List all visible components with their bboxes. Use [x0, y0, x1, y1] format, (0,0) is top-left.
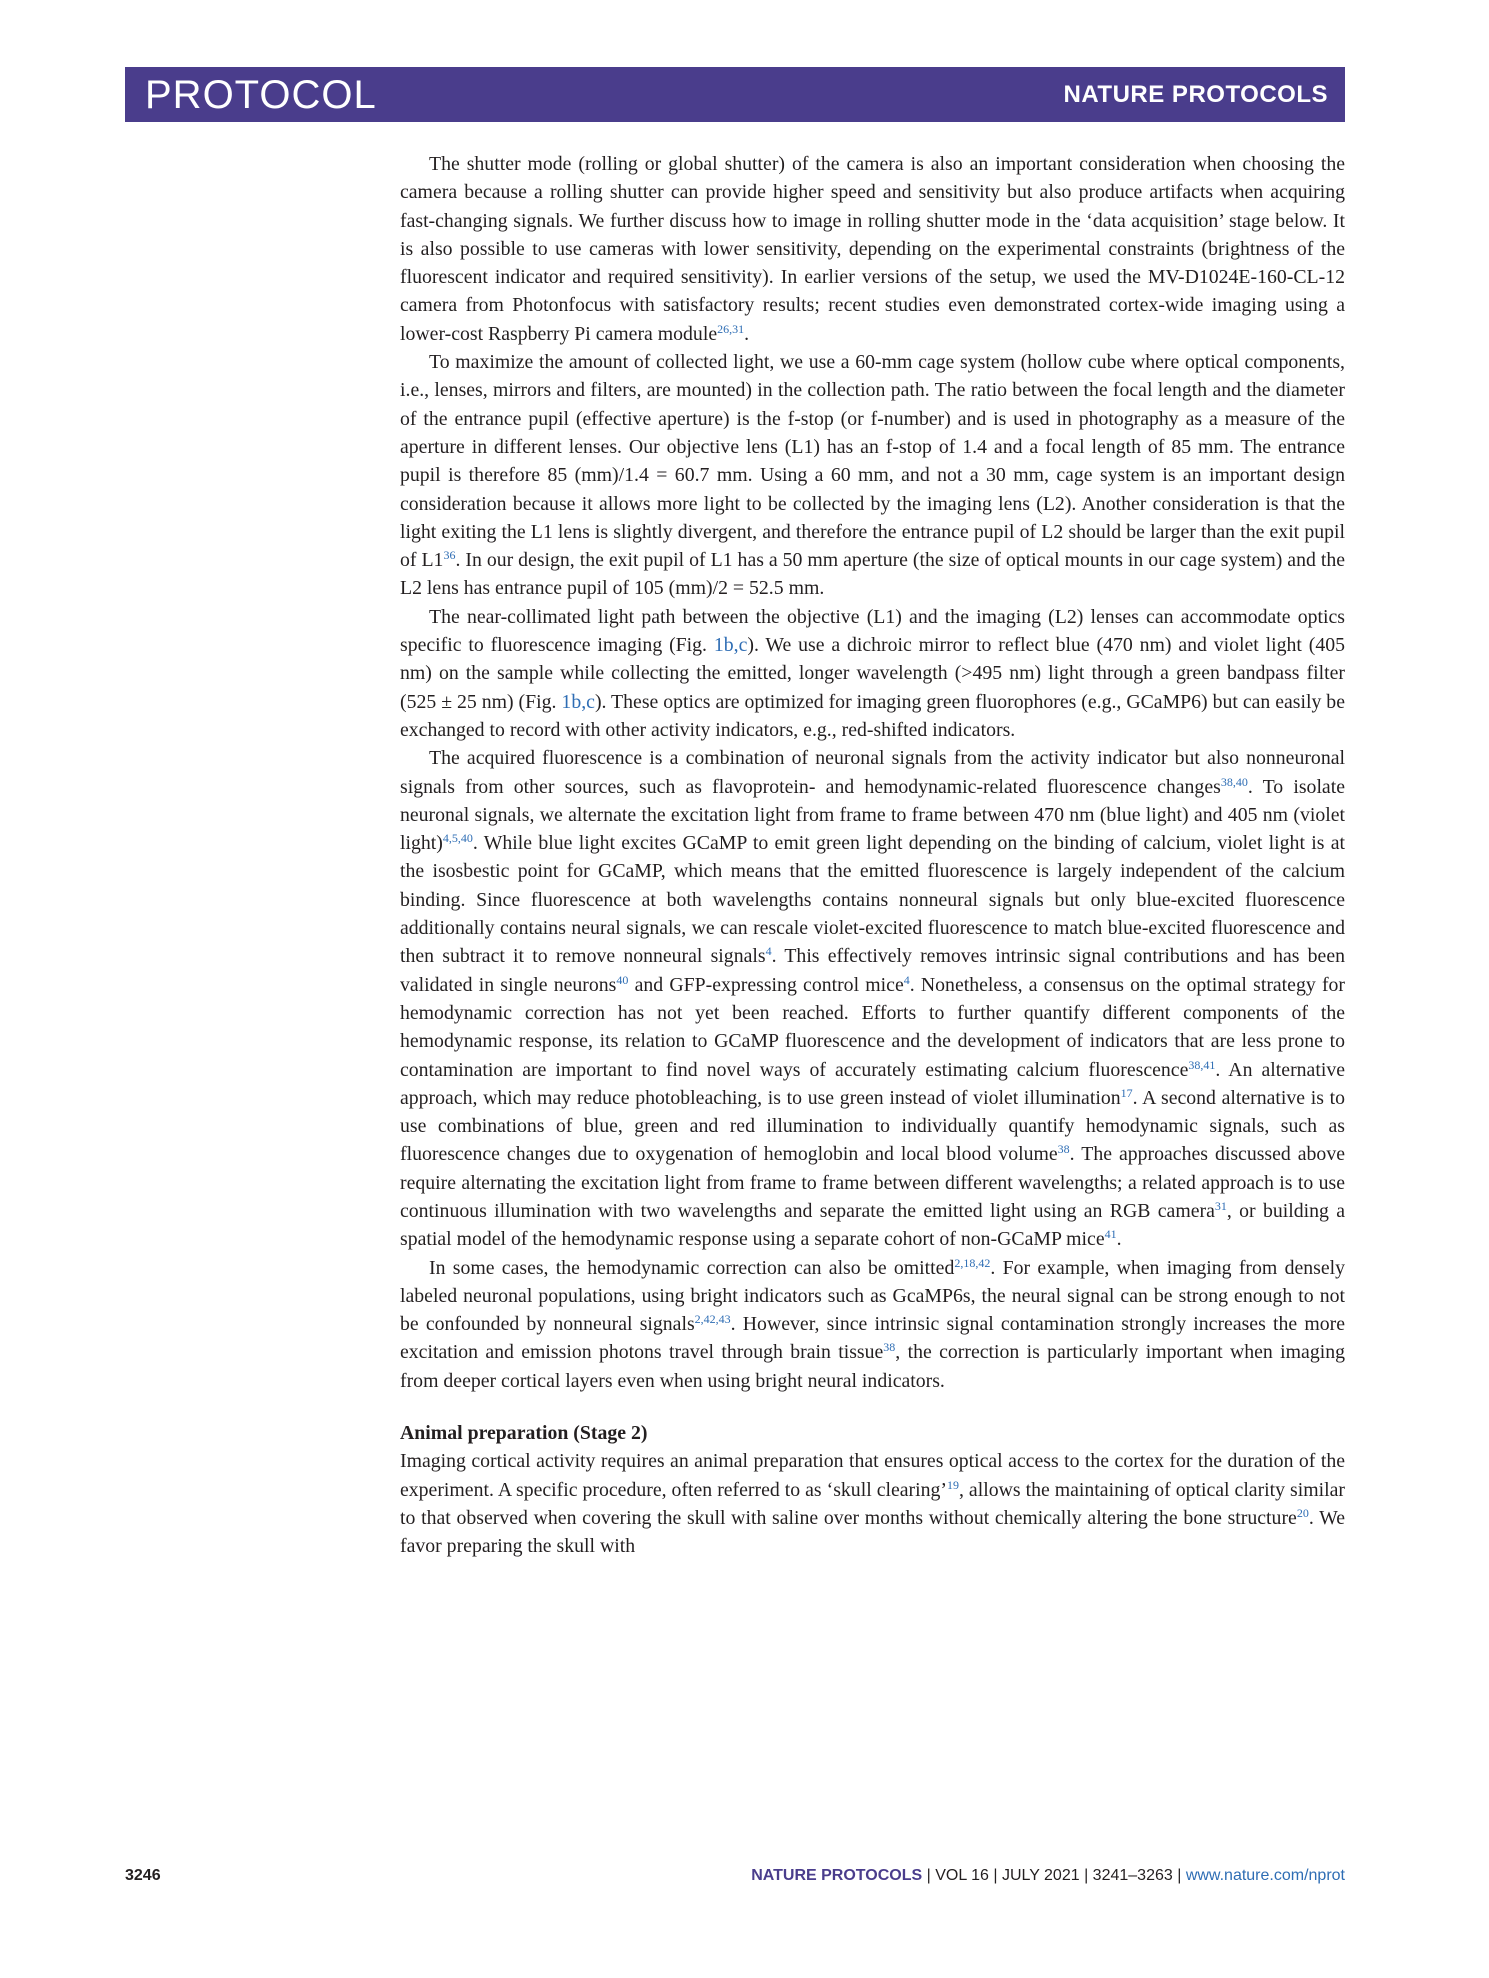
body-text: . For example, when imaging from densely labeled neuronal populations, using bright indicators such as GcaMP6s, the neural signal can be strong enough to not be confounded by nonneural signals — [400, 1256, 1345, 1336]
citation-reference[interactable]: 41 — [1104, 1227, 1117, 1242]
footer-date: JULY 2021 — [1001, 1867, 1080, 1884]
footer-separator: | — [1079, 1867, 1093, 1884]
citation-reference[interactable]: 17 — [1120, 1085, 1133, 1100]
footer-journal: NATURE PROTOCOLS — [751, 1867, 923, 1884]
figure-reference-link[interactable]: 1b,c — [561, 690, 595, 713]
body-text: Imaging cortical activity requires an animal preparation that ensures optical access to the cortex for the duration of the experiment. A specific procedure, often referred to as ‘skull clearing’ — [400, 1450, 1345, 1501]
paragraph — [400, 348, 1345, 603]
citation-reference[interactable]: 38,40 — [1220, 774, 1248, 789]
body-text: . A second alternative is to use combinations of blue, green and red illumination to individually quantify hemodynamic signals, such as fluorescence changes due to oxygenation of hemoglobin and local blood volume — [400, 1086, 1345, 1166]
body-text: , or building a spatial model of the hemodynamic response using a separate cohort of non-GCaMP mice — [400, 1199, 1345, 1251]
body-text: . While blue light excites GCaMP to emit green light depending on the binding of calcium, violet light is at the isosbestic point for GCaMP, which means that the emitted fluorescence is largely independent of the calcium binding. Since fluorescence at both wavelengths contains nonneural signals but only blue-excited fluorescence additionally contains neural signals, we can rescale violet-excited fluorescence to match blue-excited fluorescence and then subtract it to remove nonneural signals — [400, 832, 1345, 968]
footer-pages: 3241–3263 — [1092, 1867, 1173, 1884]
paragraph — [400, 1254, 1345, 1395]
body-text: To maximize the amount of collected light, we use a 60-mm cage system (hollow cube where optical components, i.e., lenses, mirrors and filters, are mounted) in the collection path. The ratio between the focal length and the diameter of the entrance pupil (effective aperture) is the f-stop (or f-number) and is used in photography as a measure of the aperture in different lenses. Our objective lens (L1) has an f-stop of 1.4 and a focal length of 85 mm. The entrance pupil is therefore 85 (mm)/1.4 = 60.7 mm. Using a 60 mm, and not a 30 mm, cage system is an important design consideration because it allows more light to be collected by the imaging lens (L2). Another consideration is that the light exiting the L1 lens is slightly divergent, and therefore the entrance pupil of L2 should be larger than the exit pupil of L1 — [400, 351, 1345, 572]
journal-name: NATURE PROTOCOLS — [1063, 81, 1328, 108]
citation-reference[interactable]: 4 — [903, 972, 910, 987]
journal-url-link[interactable]: www.nature.com/nprot — [1185, 1867, 1345, 1884]
body-text: . An alternative approach, which may reduce photobleaching, is to use green instead of violet illumination — [400, 1058, 1345, 1109]
citation-reference[interactable]: 2,18,42 — [954, 1255, 991, 1270]
body-text: . We favor preparing the skull with — [400, 1506, 1345, 1558]
paragraph-list — [400, 150, 1345, 1395]
body-text: The near-collimated light path between the objective (L1) and the imaging (L2) lenses can accommodate optics specific to fluorescence imaging (Fig. — [400, 605, 1345, 657]
section-paragraph — [400, 1447, 1345, 1560]
citation-reference[interactable]: 38,41 — [1188, 1057, 1216, 1072]
section-heading: Animal preparation (Stage 2) — [400, 1422, 648, 1445]
citation-reference[interactable]: 4,5,40 — [442, 831, 473, 846]
paragraph — [400, 603, 1345, 744]
citation-reference[interactable]: 2,42,43 — [694, 1312, 731, 1327]
body-text: . To isolate neuronal signals, we alternate the excitation light from frame to frame between 470 nm (blue light) and 405 nm (violet light) — [400, 775, 1345, 855]
article-type-label: PROTOCOL — [145, 73, 377, 117]
body-text: ). These optics are optimized for imaging green fluorophores (e.g., GCaMP6) but can easily be exchanged to record with other activity indicators, e.g., red-shifted indicators. — [400, 690, 1345, 741]
citation-reference[interactable]: 4 — [765, 944, 772, 959]
body-text: . However, since intrinsic signal contamination strongly increases the more excitation and emission photons travel through brain tissue — [400, 1313, 1345, 1364]
citation-reference[interactable]: 38 — [883, 1340, 896, 1355]
body-text: In some cases, the hemodynamic correction can also be omitted — [429, 1256, 955, 1279]
header-bar — [125, 67, 1345, 122]
paragraph — [400, 150, 1345, 348]
footer-separator: | — [1172, 1867, 1186, 1884]
body-text: . This effectively removes intrinsic signal contributions and has been validated in single neurons — [400, 945, 1345, 996]
citation-reference[interactable]: 31 — [1214, 1198, 1227, 1213]
body-text: . Nonetheless, a consensus on the optimal strategy for hemodynamic correction has not yet been reached. Efforts to further quantify different components of the hemodynamic response, its relation to GCaMP fluorescence and the development of indicators that are less prone to contamination are important to find novel ways of accurately estimating calcium fluorescence — [400, 973, 1346, 1081]
footer-volume: VOL 16 — [935, 1867, 989, 1884]
citation-reference[interactable]: 40 — [616, 972, 629, 987]
footer-separator: | — [988, 1867, 1002, 1884]
footer-citation — [751, 1867, 1345, 1885]
body-text: . The approaches discussed above require alternating the excitation light from frame to frame between different wavelengths; a related approach is to use continuous illumination with two wavelengths and separate the emitted light using an RGB camera — [400, 1143, 1345, 1222]
body-text: , the correction is particularly important when imaging from deeper cortical layers even when using bright neural indicators. — [400, 1341, 1345, 1392]
citation-reference[interactable]: 19 — [946, 1477, 959, 1492]
footer-separator: | — [922, 1867, 936, 1884]
citation-reference[interactable]: 20 — [1296, 1505, 1309, 1520]
citation-reference[interactable]: 26,31 — [717, 321, 745, 336]
body-text: . — [744, 322, 750, 345]
body-text: ). We use a dichroic mirror to reflect blue (470 nm) and violet light (405 nm) on the sample while collecting the emitted, longer wavelength (>495 nm) light through a green bandpass filter (525 ± 25 nm) (Fig. — [400, 634, 1346, 713]
paragraph — [400, 744, 1345, 1253]
citation-reference[interactable]: 36 — [443, 548, 456, 563]
figure-reference-link[interactable]: 1b,c — [713, 634, 748, 657]
body-text: The acquired fluorescence is a combination of neuronal signals from the activity indicator but also nonneuronal signals from other sources, such as flavoprotein- and hemodynamic-related fluorescence changes — [400, 747, 1345, 798]
citation-reference[interactable]: 38 — [1057, 1142, 1070, 1157]
body-text: and GFP-expressing control mice — [628, 973, 904, 996]
body-text: The shutter mode (rolling or global shutter) of the camera is also an important consideration when choosing the camera because a rolling shutter can provide higher speed and sensitivity but also produce artifacts when acquiring fast-changing signals. We further discuss how to image in rolling shutter mode in the ‘data acquisition’ stage below. It is also possible to use cameras with lower sensitivity, depending on the experimental constraints (brightness of the fluorescent indicator and required sensitivity). In earlier versions of the setup, we used the MV-D1024E-160-CL-12 camera from Photonfocus with satisfactory results; recent studies even demonstrated cortex-wide imaging using a lower-cost Raspberry Pi camera module — [400, 153, 1345, 345]
body-text: , allows the maintaining of optical clarity similar to that observed when covering the skull with saline over months without chemically altering the bone structure — [400, 1478, 1345, 1529]
body-text: . In our design, the exit pupil of L1 has a 50 mm aperture (the size of optical mounts in our cage system) and the L2 lens has entrance pupil of 105 (mm)/2 = 52.5 mm. — [400, 549, 1345, 600]
page-number: 3246 — [125, 1867, 161, 1884]
article-body — [400, 150, 1345, 1561]
body-text: . — [1116, 1228, 1122, 1251]
